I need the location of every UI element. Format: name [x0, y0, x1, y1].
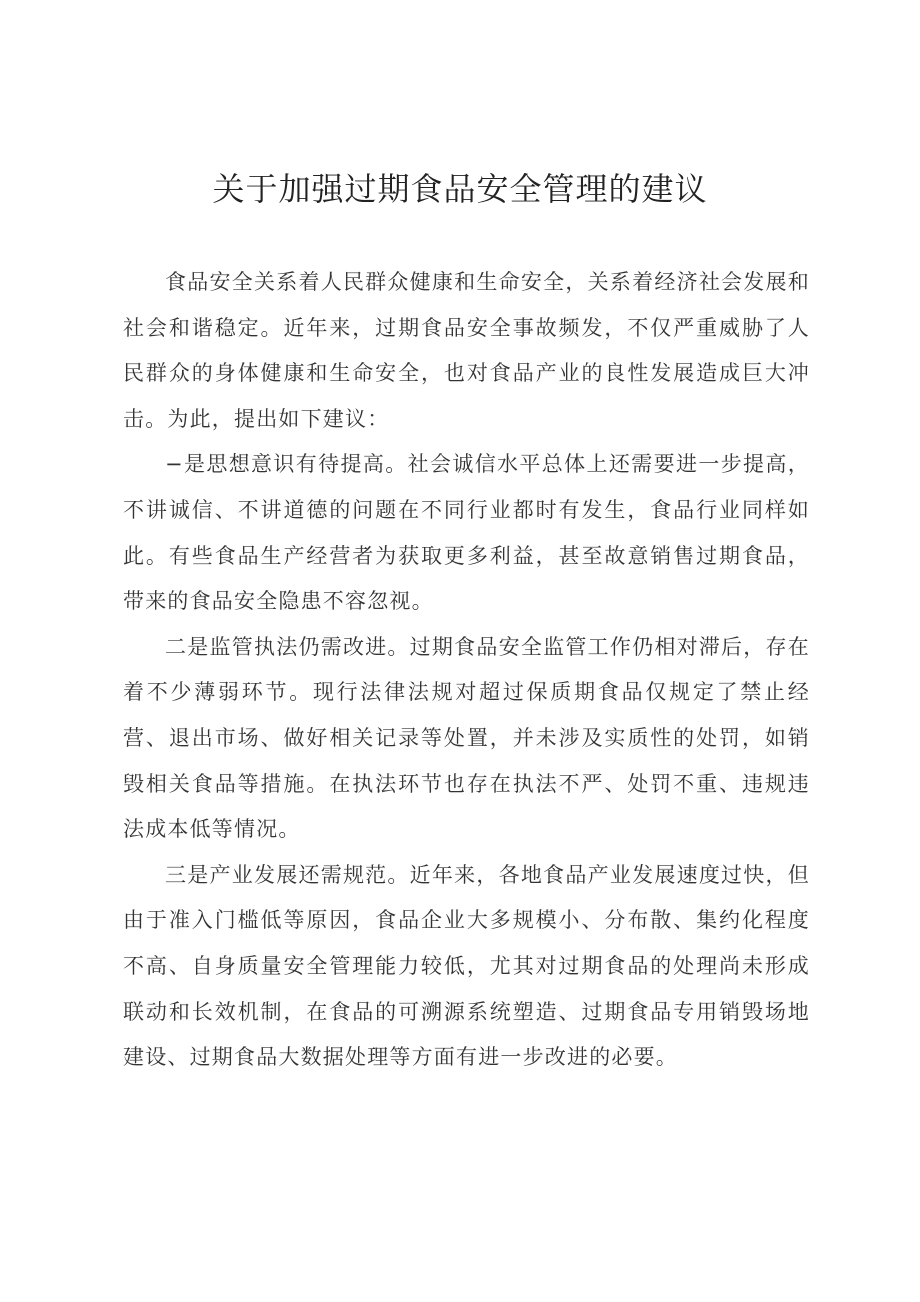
document-body: [123, 260, 810, 1081]
paragraph-point-3: 三是产业发展还需规范。近年来，各地食品产业发展速度过快，但由于准入门槛低等原因，食品企业大多规模小、分布散、集约化程度不高、自身质量安全管理能力较低，尤其对过期食品的处理尚未形成联动和长效机制，在食品的可溯源系统塑造、过期食品专用销毁场地建设、过期食品大数据处理等方面有进一步改进的必要。: [123, 862, 810, 1070]
paragraph-intro: 食品安全关系着人民群众健康和生命安全，关系着经济社会发展和社会和谐稳定。近年来，过期食品安全事故频发，不仅严重威胁了人民群众的身体健康和生命安全，也对食品产业的良性发展造成巨大冲击。为此，提出如下建议：: [123, 270, 810, 431]
paragraph-point-1: −是思想意识有待提高。社会诚信水平总体上还需要进一步提高，不讲诚信、不讲道德的问题在不同行业都时有发生，食品行业同样如此。有些食品生产经营者为获取更多利益，甚至故意销售过期食品，带来的食品安全隐患不容忽视。: [123, 452, 810, 614]
paragraph-point-2: 二是监管执法仍需改进。过期食品安全监管工作仍相对滞后，存在着不少薄弱环节。现行法律法规对超过保质期食品仅规定了禁止经营、退出市场、做好相关记录等处置，并未涉及实质性的处罚，如销毁相关食品等措施。在执法环节也存在执法不严、处罚不重、违规违法成本低等情况。: [123, 634, 810, 842]
document-title: 关于加强过期食品安全管理的建议: [212, 170, 708, 208]
